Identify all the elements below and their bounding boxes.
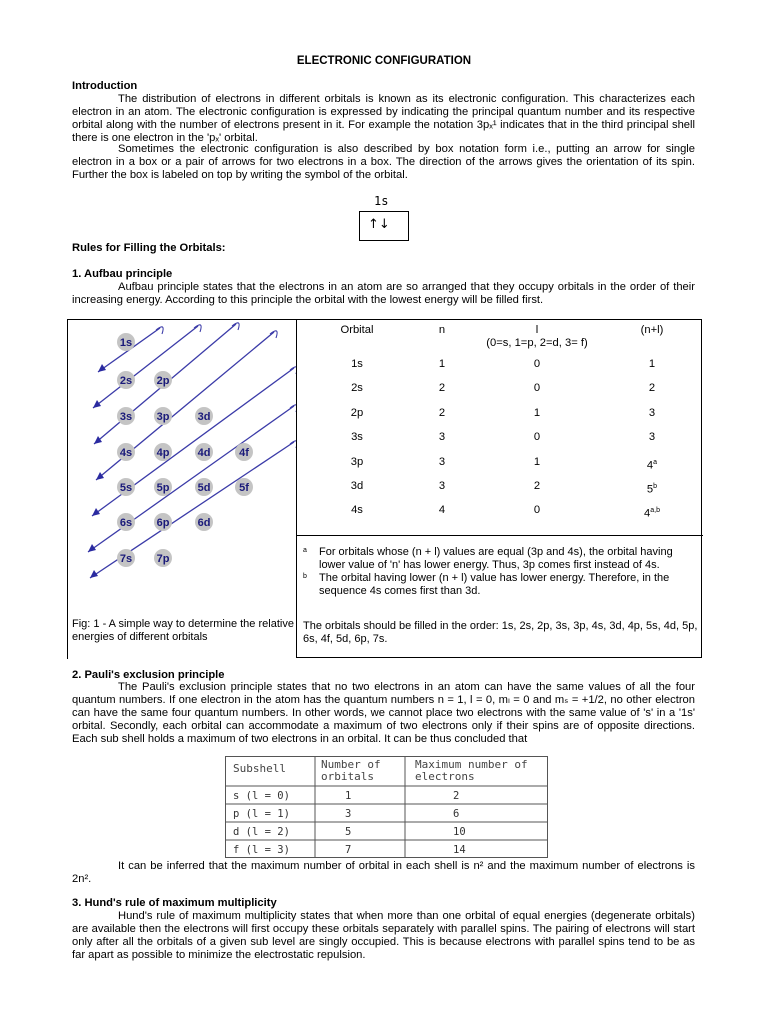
cell-sup: a,b xyxy=(650,507,660,515)
cell-n: 1 xyxy=(438,358,446,370)
cell-l: 0 xyxy=(533,504,541,517)
subshell-cell-e: 6 xyxy=(453,808,460,820)
pauli-heading: 2. Pauli's exclusion principle xyxy=(72,669,225,681)
intro-paragraph-2: Sometimes the electronic configuration is also described by box notation form i.e., putting an arrow for single electron in a box or a pair of arrows for two electrons in a box. The direction of the arrows gives the orientation of its spin. Further the box is labeled on top by writing the symbol of the orbital. xyxy=(72,143,695,181)
orbital-label: 4p xyxy=(156,447,170,459)
cell-n: 3 xyxy=(438,431,446,444)
arrowhead xyxy=(93,400,101,408)
note-b: b The orbital having lower (n + l) value has lower energy. Therefore, in the sequence 4s comes first than 3d. xyxy=(303,572,670,597)
orbital-label: 3d xyxy=(197,411,211,423)
cell-nl: 3 xyxy=(648,431,656,444)
orbital-label: 4d xyxy=(197,447,211,459)
subshell-cell-o: 5 xyxy=(345,826,352,838)
cell-n: 3 xyxy=(438,455,446,468)
subshell-table xyxy=(225,756,548,858)
cell-nl: 4$^a$ xyxy=(646,458,658,472)
cell-orbital: 4s xyxy=(351,504,363,517)
cell-orbital: 2s xyxy=(351,382,363,395)
cell-nl: 1 xyxy=(648,358,656,370)
cell-n: 4 xyxy=(438,504,446,517)
cell-nl: 4$^{a,b}$ xyxy=(644,507,660,521)
electrons-header: Maximum number of electrons xyxy=(415,758,528,783)
cell-n: 2 xyxy=(438,382,446,395)
table-divider xyxy=(297,535,703,536)
filling-order: The orbitals should be filled in the order: 1s, 2s, 2p, 3s, 3p, 4s, 3d, 4p, 5s, 4d, 5p, 6s, 4f, 5d, 6p, 7s. xyxy=(303,620,698,645)
aufbau-diagram xyxy=(68,320,297,610)
table-notes xyxy=(303,546,698,598)
orbital-label: 4s xyxy=(119,447,133,459)
subshell-cell-e: 10 xyxy=(453,826,466,838)
subshell-cell-s: s (l = 0) xyxy=(233,790,290,802)
orbital-label: 6p xyxy=(156,517,170,529)
cell-nl: 5$^b$ xyxy=(646,483,658,496)
orbital-label: 5d xyxy=(197,482,211,494)
orbital-label: 3p xyxy=(156,411,170,423)
cell-l: 0 xyxy=(533,382,541,395)
cell-sup: b xyxy=(653,483,658,490)
orbital-label: 2s xyxy=(119,375,133,387)
figure-caption: Fig: 1 - A simple way to determine the relative energies of different orbitals xyxy=(72,618,294,643)
subshell-cell-o: 3 xyxy=(345,808,352,820)
subshell-cell-s: p (l = 1) xyxy=(233,808,290,820)
figure-panel xyxy=(67,319,297,659)
subshell-cell-e: 14 xyxy=(453,844,466,856)
box-notation xyxy=(359,211,409,241)
cell-n: 2 xyxy=(438,406,446,419)
box-notation-label: 1s xyxy=(374,194,389,208)
subshell-cell-o: 1 xyxy=(345,790,352,802)
aufbau-table xyxy=(67,319,703,658)
cell-orbital: 1s xyxy=(351,358,363,370)
orbital-label: 2p xyxy=(156,375,170,387)
orbital-label: 6s xyxy=(119,517,133,529)
col-header-orbital: Orbital xyxy=(340,324,374,336)
intro-paragraph-1: The distribution of electrons in different orbitals is known as its electronic configuration. This characterizes each electron in an atom. The electronic configuration is expressed by indicating the principal quantum number and its respective orbital along with the number of electrons present in it. For example the notation 3pₓ¹ indicates that in the third principal shell there is one electron in the 'pₓ' orbital. xyxy=(72,93,695,144)
col-header-n: n xyxy=(438,324,446,336)
note-a: a For orbitals whose (n + l) values are equal (3p and 4s), the orbital having lower value of 'n' has lower energy. Thus, 3p comes first instead of 4s. xyxy=(303,546,673,571)
aufbau-paragraph: Aufbau principle states that the electrons in an atom are so arranged that they occupy orbitals in the order of their increasing energy. According to this principle the orbital with the lowest energy will be filled first. xyxy=(72,281,695,306)
orbitals-header: Number of orbitals xyxy=(321,758,381,783)
cell-l: 1 xyxy=(533,455,541,468)
orbital-label: 3s xyxy=(119,411,133,423)
cell-orbital: 3p xyxy=(350,455,364,468)
page-title: ELECTRONIC CONFIGURATION xyxy=(296,55,472,67)
cell-orbital: 3s xyxy=(351,431,363,444)
subshell-cell-e: 2 xyxy=(453,790,460,802)
orbital-label: 4f xyxy=(239,447,249,459)
arrowhead xyxy=(94,436,102,444)
cell-l: 0 xyxy=(533,431,541,444)
diagonal-arrow-line xyxy=(88,406,294,552)
subshell-cell-o: 7 xyxy=(345,844,352,856)
orbital-label: 5f xyxy=(239,482,249,494)
col-header-l: l (0=s, 1=p, 2=d, 3= f) xyxy=(486,324,588,349)
cell-orbital: 3d xyxy=(350,480,364,492)
col-header-nl: (n+l) xyxy=(640,324,664,336)
arrowhead xyxy=(92,508,100,516)
cell-nl: 2 xyxy=(648,382,656,395)
orbital-label: 7p xyxy=(156,553,170,565)
orbital-table xyxy=(296,319,702,658)
orbital-label: 1s xyxy=(119,337,133,349)
hund-paragraph: Hund's rule of maximum multiplicity states that when more than one orbital of equal energies (degenerate orbitals) are available then the electrons will first occupy these orbitals separately with parallel spins. The pairing of electrons will start only after all the orbitals of a given sub level are singly occupied. This is because electrons with parallel spins tend to be as far apart as possible to minimize the electrostatic repulsion. xyxy=(72,910,695,961)
arrowhead xyxy=(88,544,96,552)
orbital-label: 6d xyxy=(197,517,211,529)
aufbau-heading: 1. Aufbau principle xyxy=(72,268,173,280)
hund-heading: 3. Hund's rule of maximum multiplicity xyxy=(72,897,277,909)
orbital-label: 5s xyxy=(119,482,133,494)
cell-orbital: 2p xyxy=(350,406,364,419)
subshell-cell-s: f (l = 3) xyxy=(233,844,290,856)
orbital-label: 7s xyxy=(119,553,133,565)
cell-nl: 3 xyxy=(648,406,656,419)
cell-l: 1 xyxy=(533,406,541,419)
cell-n: 3 xyxy=(438,480,446,492)
intro-heading: Introduction xyxy=(72,80,138,92)
cell-sup: a xyxy=(653,458,658,466)
pauli-paragraph: The Pauli's exclusion principle states that no two electrons in an atom can have the same values of all the four quantum numbers. If one electron in the atom has the quantum numbers n = 1, l = 0, mₗ = 0 and mₛ = +1/2, no other electron can have the same four quantum numbers. In other words, we cannot place two electrons with the same value of 's' in a '1s' orbital. Secondly, each orbital can accommodate a maximum of two electrons only if their spins are of opposite directions. Each sub shell holds a maximum of two electrons in an orbital. It can be thus concluded that xyxy=(72,681,695,745)
cell-l: 2 xyxy=(533,480,541,492)
arrowhead xyxy=(98,364,106,372)
subshell-cell-s: d (l = 2) xyxy=(233,826,290,838)
subshell-header: Subshell xyxy=(233,762,286,775)
arrowhead xyxy=(96,472,104,480)
pauli-conclusion: It can be inferred that the maximum number of orbital in each shell is n² and the maximum number of electrons is 2n². xyxy=(72,860,695,885)
rules-heading: Rules for Filling the Orbitals: xyxy=(72,242,226,254)
spin-arrows: ↑↓ xyxy=(368,217,390,232)
cell-l: 0 xyxy=(533,358,541,370)
orbital-label: 5p xyxy=(156,482,170,494)
